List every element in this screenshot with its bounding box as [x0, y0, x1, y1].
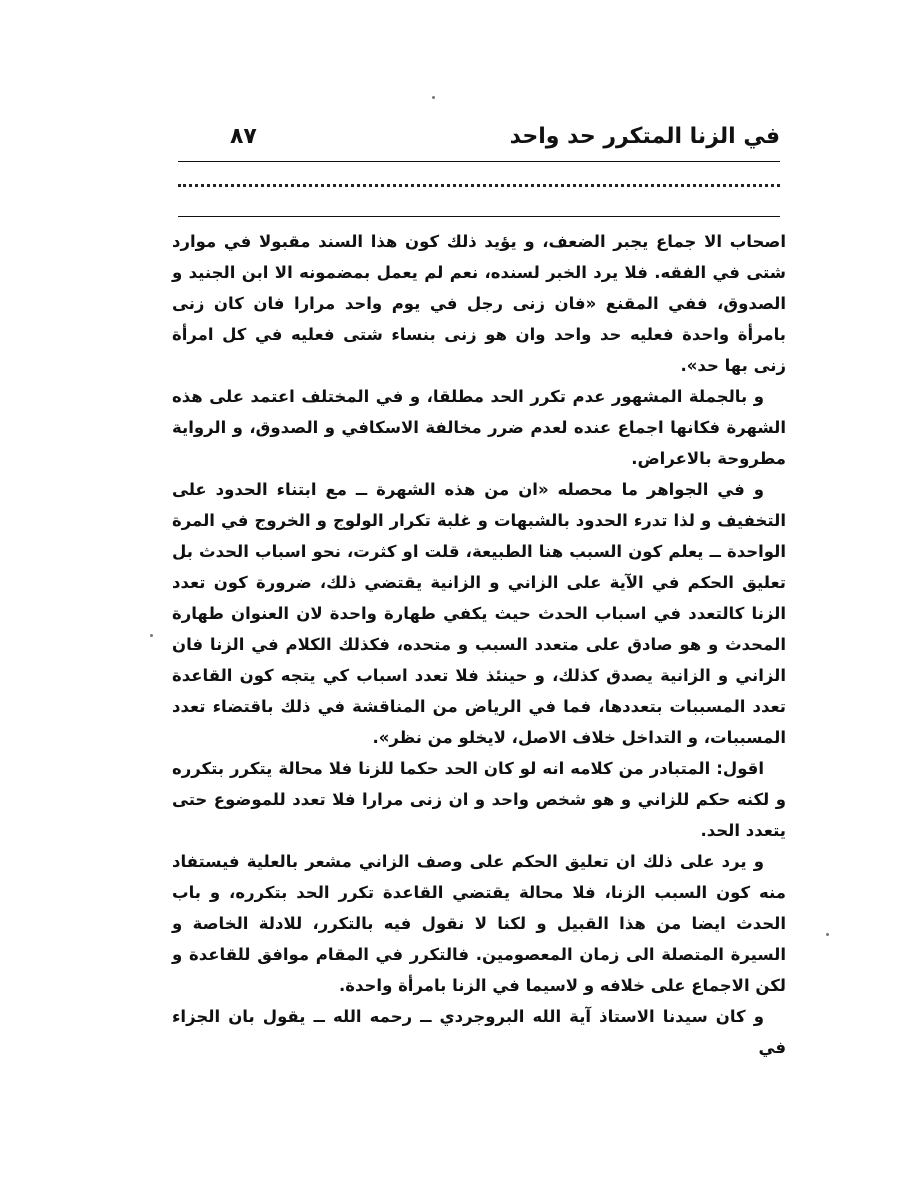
dotted-separator — [178, 184, 780, 200]
running-title: في الزنا المتكرر حد واحد — [509, 124, 780, 149]
paragraph-4: اقول: المتبادر من كلامه انه لو كان الحد حكما للزنا فلا محالة يتكرر بتكرره و لكنه حكم للزاني و هو شخص واحد و ان زنى مرارا فلا تعدد للموضوع حتى يتعدد الحد. — [172, 759, 786, 840]
paragraph-3: و في الجواهر ما محصله «ان من هذه الشهرة ــ مع ابتناء الحدود على التخفيف و لذا تدرء الحدود بالشبهات و غلبة تكرار الولوج و الخروج في المرة الواحدة ــ يعلم كون السبب هنا الطبيعة، قلت او كثرت، نحو اسباب الحدث بل تعليق الحكم في الآية على الزاني و الزانية يقتضي ذلك، ضرورة كون تعدد الزنا كالتعدد في اسباب الحدث حيث يكفي طهارة واحدة لان العنوان طهارة المحدث و هو صادق على متعدد السبب و متحده، فكذلك الكلام في الزنا فان الزاني و الزانية يصدق كذلك، و حينئذ فلا تعدد اسباب كي يتجه كون القاعدة تعدد المسببات بتعددها، فما في الرياض من المناقشة في ذلك باقتضاء تعدد المسببات، و التداخل خلاف الاصل، لايخلو من نظر». — [172, 480, 786, 747]
scan-speck — [150, 634, 153, 637]
scan-speck — [432, 96, 435, 99]
text-top-rule — [178, 216, 780, 217]
body-text — [172, 226, 786, 1063]
header-rule — [178, 161, 780, 162]
paragraph-5: و يرد على ذلك ان تعليق الحكم على وصف الزاني مشعر بالعلية فيستفاد منه كون السبب الزنا، فلا محالة يقتضي القاعدة تكرر الحد بتكرره، و باب الحدث ايضا من هذا القبيل و لكنا لا نقول فيه بالتكرر، للادلة الخاصة و السيرة المتصلة الى زمان المعصومين. فالتكرر في المقام موافق للقاعدة و لكن الاجماع على خلافه و لاسيما في الزنا بامرأة واحدة. — [172, 852, 786, 995]
scan-speck — [826, 933, 829, 936]
page-header — [178, 122, 780, 162]
paragraph-6: و كان سيدنا الاستاذ آية الله البروجردي ــ رحمه الله ــ يقول بان الجزاء في — [172, 1007, 786, 1057]
paragraph-2: و بالجملة المشهور عدم تكرر الحد مطلقا، و في المختلف اعتمد على هذه الشهرة فكانها اجماع عنده لعدم ضرر مخالفة الاسكافي و الصدوق، و الرواية مطروحة بالاعراض. — [172, 387, 786, 468]
page-number: ٨٧ — [230, 124, 257, 149]
paragraph-1: اصحاب الا جماع يجبر الضعف، و يؤيد ذلك كون هذا السند مقبولا في موارد شتى في الفقه. فلا يرد الخبر لسنده، نعم لم يعمل بمضمونه الا ابن الجنيد و الصدوق، ففي المقنع «فان زنى رجل في يوم واحد مرارا فان كان زنى بامرأة واحدة فعليه حد واحد وان هو زنى بنساء شتى فعليه في كل امرأة زنى بها حد». — [172, 232, 786, 375]
